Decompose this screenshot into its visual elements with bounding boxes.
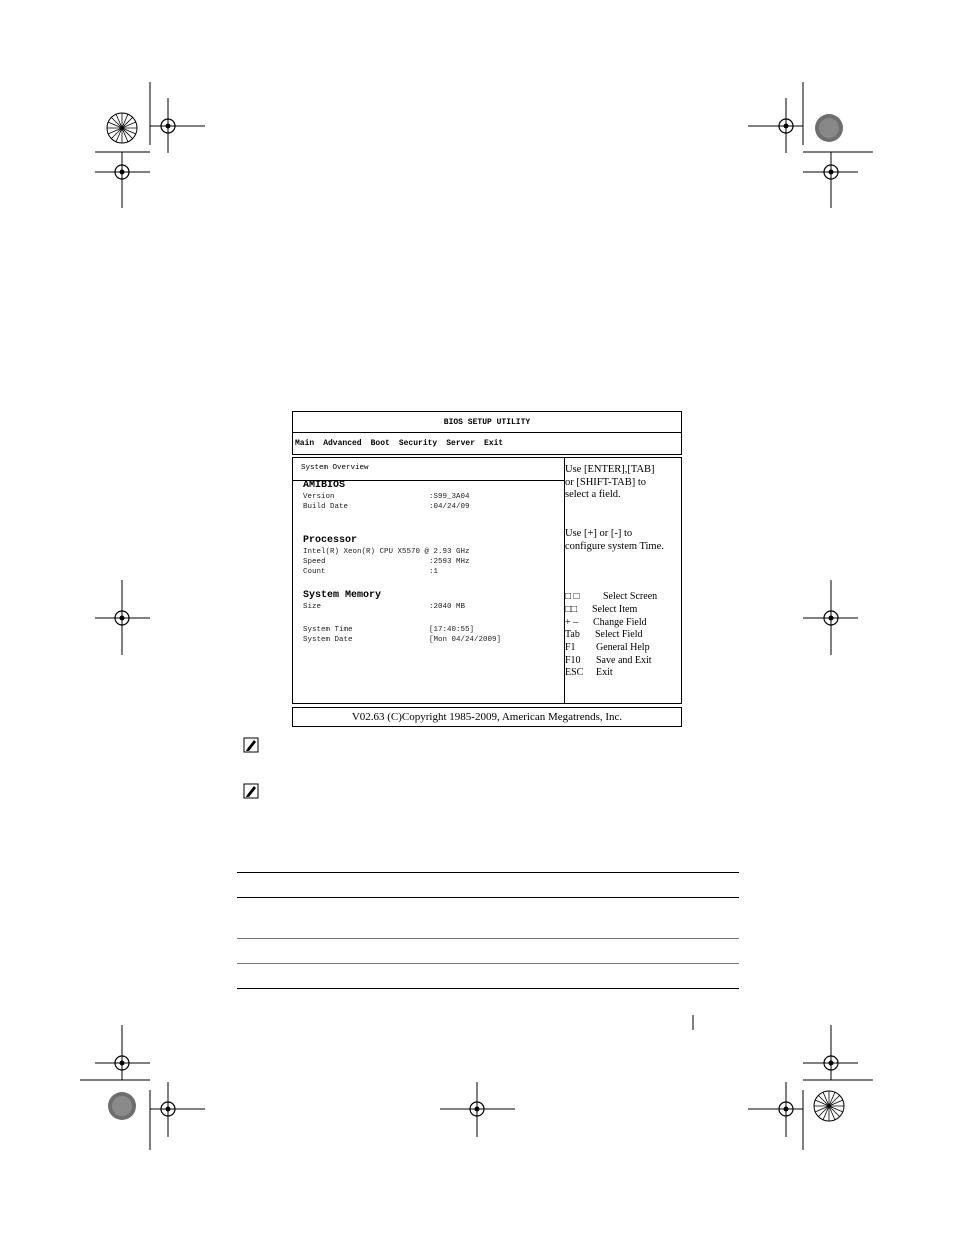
system-time-row[interactable]	[303, 626, 558, 634]
build-date-value: :04/24/09	[429, 503, 470, 511]
overview-title: System Overview	[301, 464, 369, 472]
help-line: or [SHIFT-TAB] to	[565, 476, 647, 488]
help-line: Use [ENTER],[TAB]	[565, 464, 655, 475]
note-pencil-icon	[243, 783, 259, 799]
bios-title: BIOS SETUP UTILITY	[443, 417, 531, 427]
help-line: configure system Time.	[565, 540, 664, 552]
system-date-row[interactable]	[303, 636, 558, 644]
count-label: Count	[303, 568, 326, 576]
key-plus-minus: + –	[565, 617, 579, 628]
menu-server[interactable]: Server	[446, 439, 476, 448]
processor-model: Intel(R) Xeon(R) CPU X5570 @ 2.93 GHz	[303, 548, 470, 556]
speed-value: :2593 MHz	[429, 558, 470, 566]
size-row	[303, 603, 558, 611]
key-f1	[565, 642, 681, 654]
count-row	[303, 568, 558, 576]
table-bottom-rule	[237, 988, 739, 989]
key-desc: General Help	[596, 642, 650, 653]
bios-copyright-footer	[292, 707, 682, 727]
key-label: Tab	[565, 629, 580, 640]
key-change-field	[565, 617, 681, 629]
build-date-label: Build Date	[303, 503, 349, 511]
key-label: F1	[565, 642, 576, 653]
amibios-heading: AMIBIOS	[303, 480, 346, 491]
menu-security[interactable]: Security	[398, 439, 438, 448]
help-line: Use [+] or [-] to	[565, 528, 633, 539]
menu-boot[interactable]: Boot	[370, 439, 390, 448]
system-overview-panel	[293, 458, 565, 703]
key-esc	[565, 667, 681, 679]
key-tab	[565, 629, 681, 641]
key-select-item	[565, 604, 681, 616]
size-label: Size	[303, 603, 322, 611]
help-text-navigation	[565, 464, 681, 502]
speed-label: Speed	[303, 558, 326, 566]
key-desc: Select Item	[592, 604, 638, 615]
menu-advanced[interactable]: Advanced	[323, 439, 362, 448]
help-text-time	[565, 528, 681, 553]
note-pencil-icon	[243, 737, 259, 753]
processor-heading: Processor	[303, 535, 358, 546]
key-desc: Exit	[596, 667, 613, 678]
key-desc: Change Field	[593, 617, 647, 628]
menu-main[interactable]: Main	[295, 439, 315, 448]
table-row-rule	[237, 963, 739, 964]
key-desc: Save and Exit	[596, 655, 652, 666]
speed-row	[303, 558, 558, 566]
version-row	[303, 493, 558, 501]
system-date-value[interactable]: [Mon 04/24/2009]	[429, 636, 502, 644]
system-date-label: System Date	[303, 636, 353, 644]
key-desc: Select Field	[595, 629, 643, 640]
system-time-value[interactable]: [17:40:55]	[429, 626, 475, 634]
key-label: ESC	[565, 667, 584, 678]
build-date-row	[303, 503, 558, 511]
help-panel	[565, 458, 681, 703]
version-value: :S99_3A04	[429, 493, 470, 501]
help-line: select a field.	[565, 489, 621, 500]
key-f10	[565, 655, 681, 667]
system-time-label: System Time	[303, 626, 353, 634]
key-select-screen	[565, 591, 681, 603]
key-arrows-lr-icon: □ □	[565, 591, 580, 602]
menu-exit[interactable]: Exit	[484, 439, 504, 448]
bios-menu-bar	[292, 433, 682, 455]
bios-main-panel	[292, 457, 682, 704]
count-value: :1	[429, 568, 439, 576]
version-label: Version	[303, 493, 335, 501]
key-label: F10	[565, 655, 581, 666]
key-desc: Select Screen	[603, 591, 658, 602]
copyright-text: V02.63 (C)Copyright 1985-2009, American Megatrends, Inc.	[351, 711, 623, 723]
size-value: :2040 MB	[429, 603, 466, 611]
system-memory-heading: System Memory	[303, 590, 382, 601]
table-top-rule	[237, 872, 739, 873]
key-arrows-ud-icon: □□	[565, 604, 578, 615]
table-row-rule	[237, 938, 739, 939]
table-header-rule	[237, 897, 739, 898]
bios-title-bar	[292, 411, 682, 433]
